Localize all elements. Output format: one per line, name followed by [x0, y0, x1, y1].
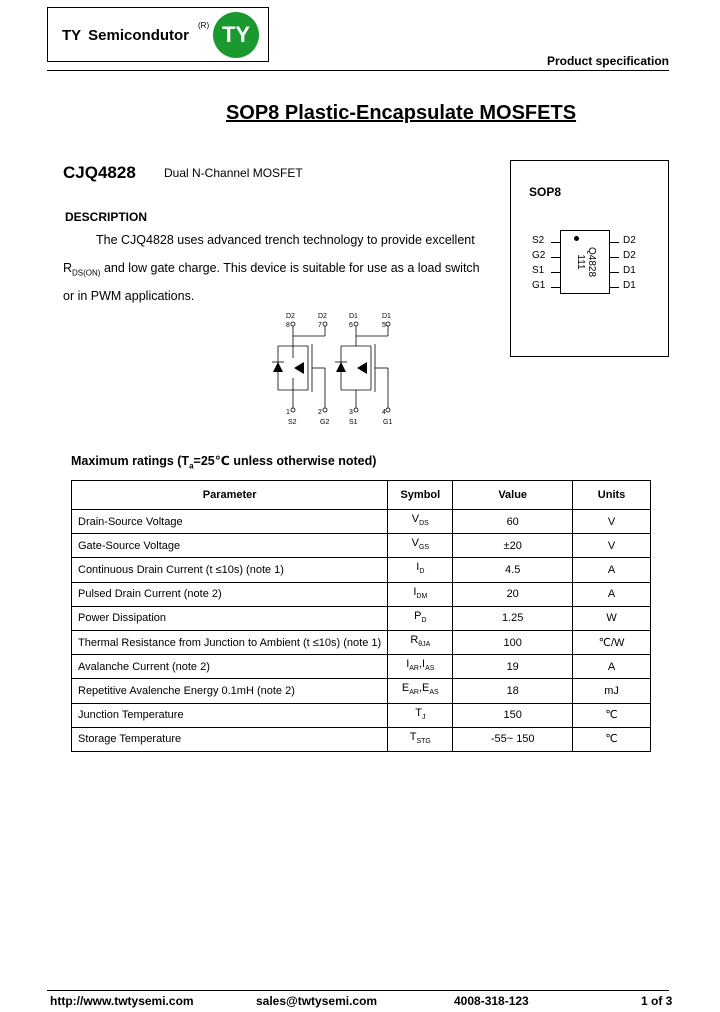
schematic-bottom-number: 1 [286, 409, 290, 416]
cell-unit: A [573, 655, 651, 679]
schematic-top-number: 7 [318, 322, 322, 329]
symbol-sub: STG [416, 737, 431, 745]
schematic-top-label: D2 [318, 313, 327, 320]
cell-unit: ℃ [573, 727, 651, 751]
table-row [72, 655, 651, 679]
pin-lead [610, 272, 619, 273]
symbol-sub: D [419, 568, 425, 576]
table-row [72, 510, 651, 534]
symbol-sub: GS [418, 544, 430, 552]
schematic-top-label: D1 [349, 313, 358, 320]
ratings-title [71, 453, 376, 471]
ratings-title-sub: a [189, 461, 194, 471]
schematic-bottom-label: S1 [349, 419, 358, 426]
cell-parameter: Continuous Drain Current (t ≤10s) (note 1) [72, 558, 388, 582]
header-symbol: Symbol [388, 481, 453, 510]
cell-parameter: Drain-Source Voltage [72, 510, 388, 534]
rdson-sub: DS(ON) [72, 268, 101, 278]
table-row [72, 630, 651, 654]
symbol-main: P [414, 609, 422, 622]
symbol-main: T [409, 730, 417, 743]
symbol-main-2: ,E [418, 682, 430, 695]
cell-unit: A [573, 582, 651, 606]
description-heading: DESCRIPTION [65, 210, 148, 224]
pin-lead [551, 272, 560, 273]
ratings-title-prefix: Maximum ratings (T [71, 454, 190, 468]
cell-unit: ℃ [573, 703, 651, 727]
symbol-main: T [415, 706, 422, 719]
cell-parameter: Storage Temperature [72, 727, 388, 751]
doc-type: Product specification [546, 54, 669, 68]
pin1-dot-icon [574, 236, 579, 241]
footer-email[interactable]: sales@twtysemi.com [256, 994, 378, 1008]
pin-lead [610, 287, 619, 288]
table-row [72, 727, 651, 751]
table-row [72, 582, 651, 606]
chip-marking [569, 245, 603, 279]
cell-symbol [388, 510, 453, 534]
cell-parameter: Power Dissipation [72, 606, 388, 630]
description-line-1: The CJQ4828 uses advanced trench technology to provide excellent [96, 233, 475, 247]
pin-label-left-3: S1 [532, 265, 545, 276]
cell-parameter: Thermal Resistance from Junction to Ambient (t ≤10s) (note 1) [72, 630, 388, 654]
body-diode-icon [336, 362, 346, 372]
cell-symbol [388, 558, 453, 582]
table-row [72, 703, 651, 727]
symbol-sub: J [421, 713, 426, 721]
schematic-bottom-label: G2 [320, 419, 330, 426]
logo-box [47, 7, 269, 62]
schematic-top-number: 5 [382, 322, 386, 329]
cell-unit: mJ [573, 679, 651, 703]
chip-outline [560, 230, 610, 294]
pin-label-left-4: G1 [532, 280, 546, 291]
part-description: Dual N-Channel MOSFET [164, 166, 303, 180]
rdson-main: R [63, 261, 73, 275]
table-row [72, 679, 651, 703]
chip-marking-line-2: 111 [575, 254, 586, 270]
symbol-main: I [413, 585, 417, 598]
symbol-main: V [411, 537, 419, 550]
cell-symbol [388, 679, 453, 703]
cell-symbol [388, 727, 453, 751]
pin-lead [551, 287, 560, 288]
pin-lead [551, 257, 560, 258]
cell-symbol [388, 655, 453, 679]
symbol-sub-2: AS [425, 665, 435, 673]
schematic-bottom-number: 4 [382, 409, 386, 416]
symbol-sub: θJA [418, 641, 431, 649]
cell-value: 19 [453, 655, 573, 679]
cell-value: 60 [453, 510, 573, 534]
description-line-2 [63, 261, 480, 278]
header-value: Value [453, 481, 573, 510]
schematic-bottom-number: 3 [349, 409, 353, 416]
cell-value: ±20 [453, 534, 573, 558]
cell-parameter: Pulsed Drain Current (note 2) [72, 582, 388, 606]
ratings-title-suffix: =25℃ unless otherwise noted) [193, 454, 377, 468]
registered-letter: R [200, 21, 207, 30]
channel-arrow-icon [357, 362, 367, 374]
brand-text [62, 27, 189, 44]
channel-arrow-icon [294, 362, 304, 374]
cell-unit: W [573, 606, 651, 630]
schematic-top-label: D2 [286, 313, 295, 320]
body-diode-icon [273, 362, 283, 372]
cell-value: -55~ 150 [453, 727, 573, 751]
brand-name: Semicondutor [88, 27, 190, 44]
header-units: Units [573, 481, 651, 510]
cell-unit: V [573, 510, 651, 534]
ty-logo-icon: TY [213, 12, 259, 58]
cell-parameter: Repetitive Avalenche Energy 0.1mH (note 2) [72, 679, 388, 703]
cell-unit: A [573, 558, 651, 582]
page-title: SOP8 Plastic-Encapsulate MOSFETS [225, 102, 577, 124]
pin-label-left-1: S2 [532, 235, 545, 246]
chip-marking-line-1: Q4828 [586, 246, 597, 278]
cell-symbol [388, 582, 453, 606]
schematic-top-number: 6 [349, 322, 353, 329]
cell-value: 4.5 [453, 558, 573, 582]
table-row [72, 534, 651, 558]
symbol-sub: D [421, 616, 427, 624]
cell-symbol [388, 534, 453, 558]
pin-lead [610, 242, 619, 243]
description-line-2-text: and low gate charge. This device is suitable for use as a load switch [100, 261, 480, 275]
symbol-main: E [401, 682, 410, 695]
cell-value: 1.25 [453, 606, 573, 630]
cell-symbol [388, 703, 453, 727]
pin-lead [551, 242, 560, 243]
table-header-row [72, 481, 651, 510]
pin-label-right-1: D2 [623, 235, 636, 246]
cell-value: 100 [453, 630, 573, 654]
footer-phone: 4008-318-123 [454, 994, 529, 1008]
header-divider [47, 70, 669, 71]
schematic-bottom-label: S2 [288, 419, 297, 426]
cell-value: 18 [453, 679, 573, 703]
pin-label-right-2: D2 [623, 250, 636, 261]
cell-symbol [388, 630, 453, 654]
symbol-sub: AR [409, 665, 419, 673]
schematic-bottom-number: 2 [318, 409, 322, 416]
footer-page-number: 1 of 3 [641, 994, 673, 1008]
cell-unit: ℃/W [573, 630, 651, 654]
schematic-bottom-label: G1 [383, 419, 393, 426]
cell-parameter: Avalanche Current (note 2) [72, 655, 388, 679]
header-parameter: Parameter [72, 481, 388, 510]
cell-parameter: Junction Temperature [72, 703, 388, 727]
cell-value: 150 [453, 703, 573, 727]
pin-label-right-4: D1 [623, 280, 636, 291]
footer-website[interactable]: http://www.twtysemi.com [50, 994, 194, 1008]
footer-divider [47, 990, 669, 991]
symbol-main-2: ,I [418, 658, 426, 671]
description-line-3: or in PWM applications. [63, 289, 195, 303]
symbol-sub-2: AS [429, 689, 439, 697]
pin-lead [610, 257, 619, 258]
schematic-top-number: 8 [286, 322, 290, 329]
package-label: SOP8 [529, 185, 562, 199]
symbol-sub: DS [419, 520, 429, 528]
symbol-main: I [406, 658, 410, 671]
mosfet-schematic [268, 310, 408, 430]
ratings-table [71, 480, 651, 752]
symbol-sub: DM [416, 592, 428, 600]
symbol-main: I [416, 561, 420, 574]
cell-parameter: Gate-Source Voltage [72, 534, 388, 558]
part-number: CJQ4828 [63, 163, 136, 182]
table-row [72, 606, 651, 630]
cell-unit: V [573, 534, 651, 558]
table-row [72, 558, 651, 582]
registered-mark: (R) [198, 21, 210, 30]
symbol-sub: AR [409, 689, 419, 697]
symbol-main: V [411, 513, 420, 525]
rdson-symbol [63, 261, 101, 278]
pin-label-right-3: D1 [623, 265, 636, 276]
pin-label-left-2: G2 [532, 250, 546, 261]
symbol-main: R [410, 633, 419, 646]
package-diagram [510, 160, 669, 357]
schematic-top-label: D1 [382, 313, 391, 320]
ratings-body [72, 510, 651, 752]
brand-abbrev: TY [62, 27, 82, 44]
cell-symbol [388, 606, 453, 630]
cell-value: 20 [453, 582, 573, 606]
